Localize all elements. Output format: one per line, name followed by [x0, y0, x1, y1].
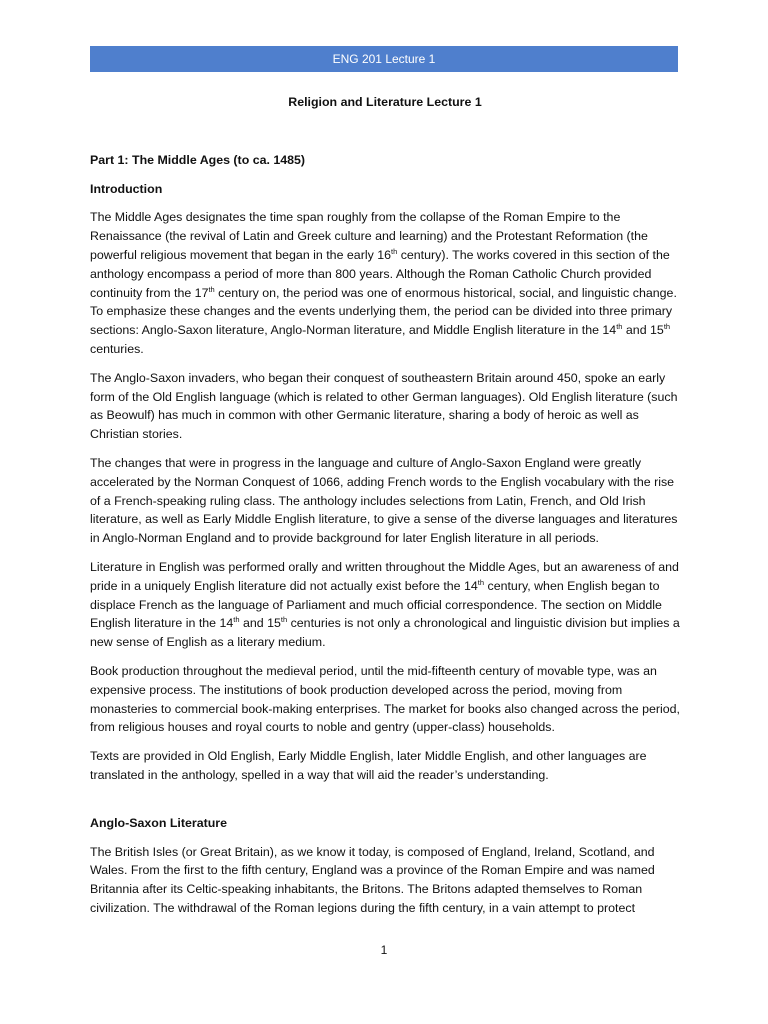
paragraph-middle-ages: The Middle Ages designates the time span roughly from the collapse of the Roman Empire to the Renaissance (the revival of Latin and Greek culture and learning) and the Protestant Reformation (the powerful religious movement that began in the early 16th century). The works covered in this section of the anthology encompass a period of more than 800 years. Although the Roman Catholic Church provided continuity from the 17th century on, the period was one of enormous historical, social, and linguistic change. To emphasize these changes and the events underlying them, the period can be divided into three primary sections: Anglo-Saxon literature, Anglo-Norman literature, and Middle English literature in the 14th and 15th centuries.: [90, 210, 677, 356]
paragraph-texts-provided: Texts are provided in Old English, Early Middle English, later Middle English, and other languages are translated in the anthology, spelled in a way that will aid the reader’s understanding.: [90, 749, 647, 782]
paragraph-book-production: Book production throughout the medieval period, until the mid-fifteenth century of movable type, was an expensive process. The institutions of book production developed across the period, moving from monasteries to commercial book-making enterprises. The market for books also changed across the period, from religious houses and royal courts to noble and gentry (upper-class) households.: [90, 663, 680, 735]
paragraph-anglo-saxon-invaders: The Anglo-Saxon invaders, who began their conquest of southeastern Britain around 450, spoke an early form of the Old English language (which is related to other German languages). Old English literature (such as Beowulf) has much in common with other Germanic literature, sharing a body of heroic as well as Christian stories.: [90, 370, 678, 442]
page-number: 1: [380, 943, 388, 957]
course-header-bar: [90, 46, 678, 72]
document-title: Religion and Literature Lecture 1: [288, 95, 482, 109]
paragraph-british-isles: The British Isles (or Great Britain), as we know it today, is composed of England, Ireland, Scotland, and Wales. From the first to the fifth century, England was a province of the Roman Empire and was named Britannia after its Celtic-speaking inhabitants, the Britons. The Britons adapted themselves to Roman civilization. The withdrawal of the Roman legions during the fifth century, in a vain attempt to protect: [90, 844, 655, 915]
anglo-saxon-literature-heading: Anglo-Saxon Literature: [90, 815, 227, 830]
part-heading: Part 1: The Middle Ages (to ca. 1485): [90, 152, 306, 167]
paragraph-literature-in-english: Literature in English was performed orally and written throughout the Middle Ages, but an awareness of and pride in a uniquely English literature did not actually exist before the 14th century, when English began to displace French as the language of Parliament and much official correspondence. The section on Middle English literature in the 14th and 15th centuries is not only a chronological and linguistic division but implies a new sense of English as a literary medium.: [90, 559, 680, 650]
introduction-heading: Introduction: [90, 181, 163, 196]
document-body: [90, 93, 680, 918]
course-label: ENG 201 Lecture 1: [332, 52, 436, 66]
paragraph-norman-conquest: The changes that were in progress in the language and culture of Anglo-Saxon England were greatly accelerated by the Norman Conquest of 1066, adding French words to the English vocabulary with the rise of a French-speaking ruling class. The anthology includes selections from Latin, French, and Old Irish literature, as well as Early Middle English literature, to give a sense of the diverse languages and literatures in Anglo-Norman England and to provide background for later English literature in all periods.: [90, 455, 678, 546]
